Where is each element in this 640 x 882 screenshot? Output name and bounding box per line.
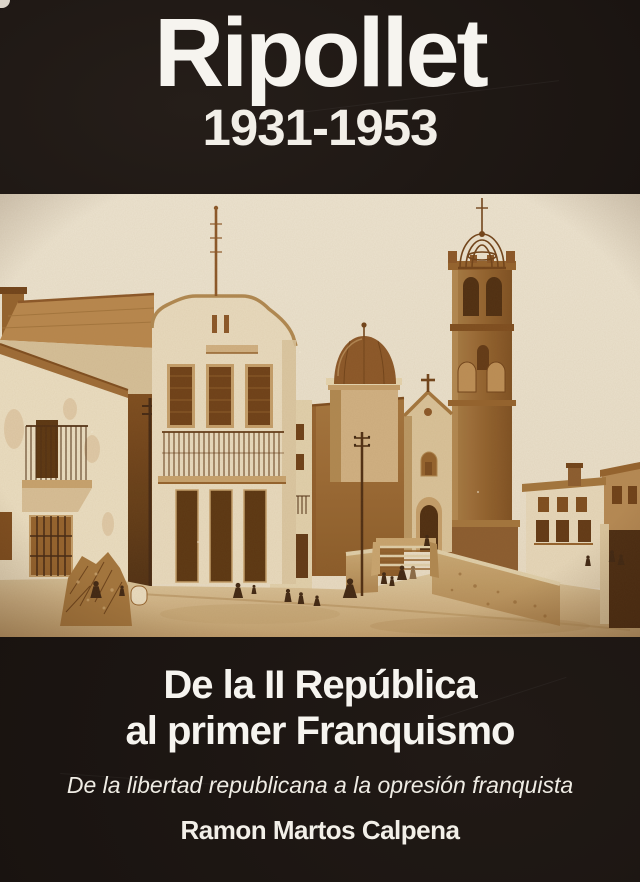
book-title: Ripollet bbox=[154, 0, 486, 107]
subtitle-line-1: De la II República bbox=[163, 663, 477, 707]
author-name: Ramon Martos Calpena bbox=[180, 815, 460, 846]
cover-masthead bbox=[0, 0, 640, 194]
cover-footer bbox=[0, 637, 640, 882]
subtitle-line-2: al primer Franquismo bbox=[125, 708, 515, 753]
book-years: 1931-1953 bbox=[202, 99, 438, 157]
cover-photo bbox=[0, 194, 640, 637]
tagline: De la libertad republicana a la opresión franquista bbox=[66, 772, 574, 799]
